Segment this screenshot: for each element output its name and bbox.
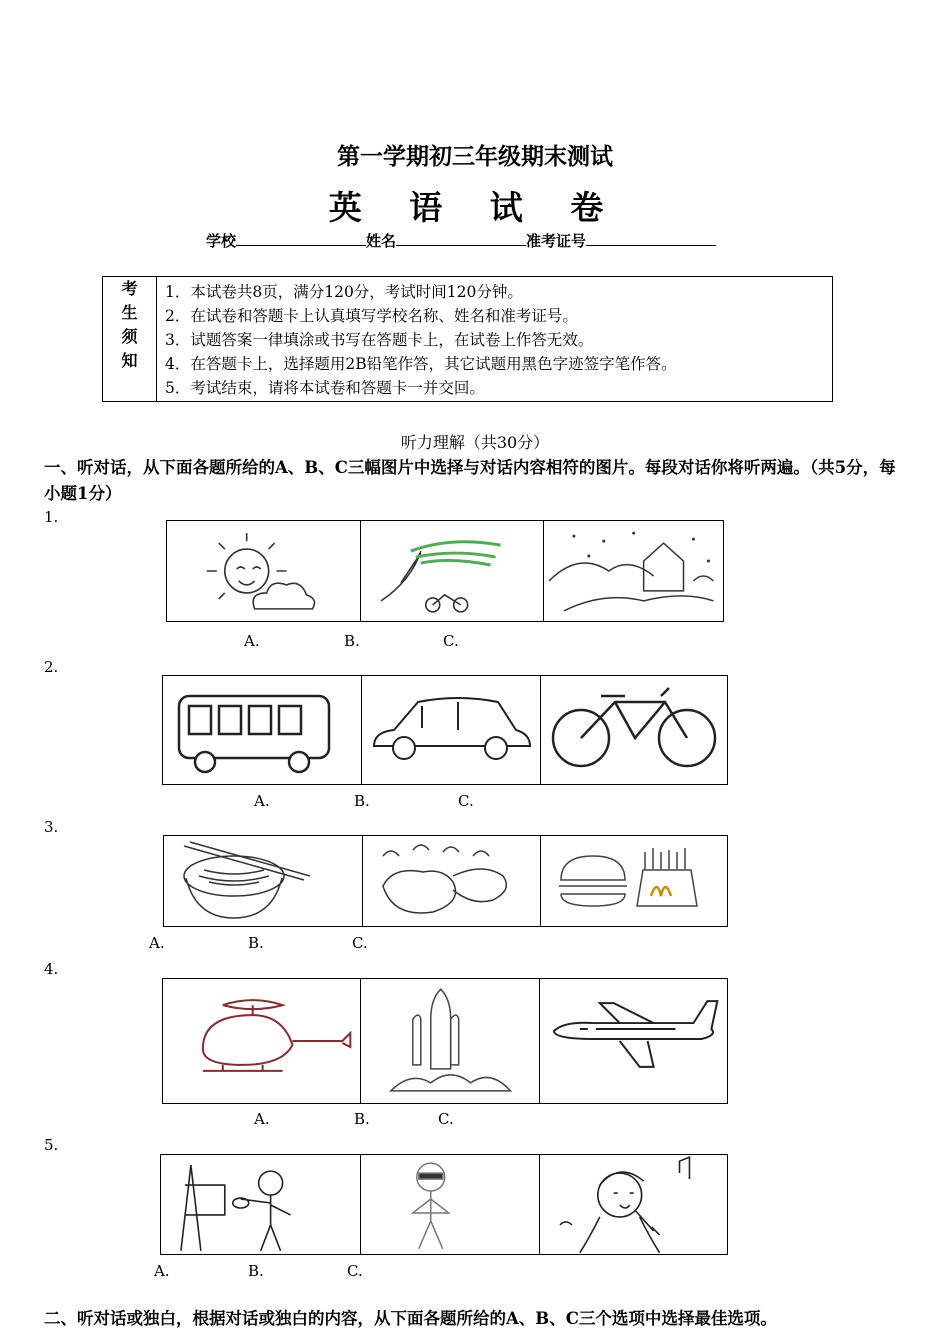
- notice-rule: 3．试题答案一律填涂或书写在答题卡上，在试卷上作答无效。: [165, 331, 594, 349]
- question-1-pictures: [166, 520, 724, 622]
- listening-heading: 听力理解（共30分）: [400, 433, 550, 452]
- rocket-icon: [361, 979, 539, 1103]
- option-label[interactable]: A.: [154, 1262, 170, 1280]
- snowy-house-icon: [544, 521, 723, 621]
- question-number: 2.: [44, 658, 59, 676]
- question-2-pictures: [162, 675, 728, 785]
- option-label[interactable]: A.: [149, 934, 165, 952]
- option-label[interactable]: A.: [254, 792, 270, 810]
- notice-box: [102, 276, 833, 402]
- option-label[interactable]: A.: [244, 632, 260, 650]
- question-number: 1.: [44, 508, 59, 526]
- exam-id-label: 准考证号: [526, 232, 587, 250]
- dancer-icon: [361, 1155, 539, 1254]
- question-5-pictures: [160, 1154, 728, 1255]
- question-number: 5.: [44, 1136, 59, 1154]
- part2-instruction: 二、听对话或独白，根据对话或独白的内容，从下面各题所给的A、B、C三个选项中选择最佳选项。: [44, 1309, 777, 1328]
- option-label[interactable]: B.: [344, 632, 360, 650]
- option-label[interactable]: B.: [248, 934, 264, 952]
- burger-fries-icon: [541, 836, 727, 926]
- part1-instruction: 一、听对话，从下面各题所给的A、B、C三幅图片中选择与对话内容相符的图片。每段对话你将听两遍。（共5分，每小题1分）: [44, 458, 896, 503]
- notice-char: 须: [121, 327, 138, 346]
- notice-rule: 1．本试卷共8页，满分120分，考试时间120分钟。: [165, 283, 523, 301]
- question-number: 4.: [44, 960, 59, 978]
- notice-rules: [165, 280, 677, 400]
- airplane-icon: [540, 979, 727, 1103]
- option-label[interactable]: B.: [354, 792, 370, 810]
- option-label[interactable]: C.: [352, 934, 368, 952]
- school-blank[interactable]: [236, 231, 366, 246]
- sun-cloud-icon: [167, 521, 361, 621]
- option-label[interactable]: A.: [254, 1110, 270, 1128]
- notice-rule: 2．在试卷和答题卡上认真填写学校名称、姓名和准考证号。: [165, 307, 578, 325]
- option-label[interactable]: C.: [458, 792, 474, 810]
- question-3-pictures: [163, 835, 728, 927]
- option-label[interactable]: C.: [347, 1262, 363, 1280]
- school-label: 学校: [206, 232, 237, 250]
- question-number: 3.: [44, 818, 59, 836]
- singer-icon: [540, 1155, 727, 1254]
- notice-side: [103, 277, 157, 401]
- chicken-icon: [363, 836, 541, 926]
- notice-char: 生: [121, 303, 138, 322]
- painter-icon: [161, 1155, 361, 1254]
- exam-id-blank[interactable]: [586, 231, 716, 246]
- option-label[interactable]: B.: [354, 1110, 370, 1128]
- option-label[interactable]: B.: [248, 1262, 264, 1280]
- bus-icon: [163, 676, 362, 784]
- exam-subtitle: 英 语 试 卷: [328, 188, 622, 227]
- notice-char: 考: [121, 279, 138, 298]
- name-blank[interactable]: [396, 231, 526, 246]
- notice-rule: 5．考试结束，请将本试卷和答题卡一并交回。: [165, 379, 485, 397]
- noodles-icon: [164, 836, 363, 926]
- helicopter-icon: [163, 979, 361, 1103]
- option-label[interactable]: C.: [443, 632, 459, 650]
- bicycle-icon: [541, 676, 727, 784]
- student-info-line: [206, 230, 716, 251]
- notice-char: 知: [121, 351, 138, 370]
- windy-tree-icon: [361, 521, 543, 621]
- question-4-pictures: [162, 978, 728, 1104]
- option-label[interactable]: C.: [438, 1110, 454, 1128]
- exam-title: 第一学期初三年级期末测试: [337, 143, 613, 170]
- notice-rule: 4．在答题卡上，选择题用2B铅笔作答，其它试题用黑色字迹签字笔作答。: [165, 355, 677, 373]
- car-icon: [362, 676, 541, 784]
- name-label: 姓名: [366, 232, 397, 250]
